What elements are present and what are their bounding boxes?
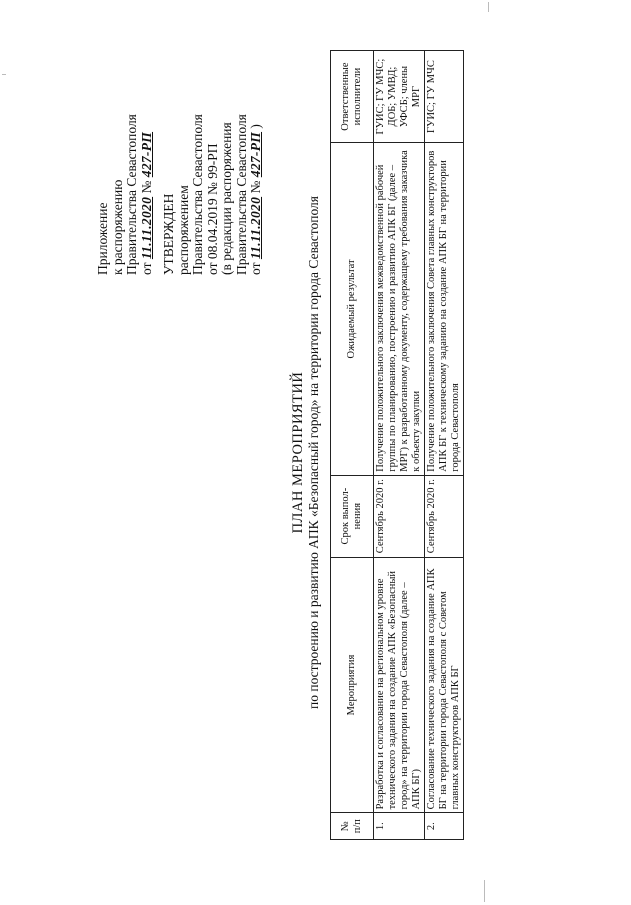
appendix-line: Правительства Севастополя — [124, 114, 139, 275]
row-event: Разработка и согласование на региональном уровне технического задания на создание АПК «Безопасный город» на территории города Севастополя (далее – АПК БГ) — [374, 557, 425, 813]
plan-title: ПЛАН МЕРОПРИЯТИЙ — [290, 371, 306, 534]
approved-number: 427-РП — [248, 131, 263, 178]
row-term: Сентябрь 2020 г. — [425, 475, 464, 557]
approved-date-suffix: ) — [248, 124, 263, 129]
plan-table — [330, 50, 464, 840]
plan-subtitle: по построению и развитию АПК «Безопасный город» на территории города Севастополя — [306, 196, 321, 709]
row-exec: ГУИС; ГУ МЧС; ДОБ; УМВД; УФСБ; члены МРГ — [374, 51, 425, 143]
header-exec: Ответственные исполнители — [331, 51, 374, 143]
approved-title: УТВЕРЖДЕН — [161, 193, 176, 275]
table-row — [425, 51, 464, 840]
header-result: Ожидаемый результат — [331, 143, 374, 476]
row-result: Получение положительного заключения Совета главных конструкторов АПК БГ к техническому заданию на создание АПК БГ на территории города Севастополя — [425, 143, 464, 476]
appendix-line: к распоряжению — [109, 179, 125, 275]
appendix-number: 427-РП — [138, 131, 154, 178]
header-num: № п/п — [331, 813, 374, 840]
header-term: Срок выпол-нения — [331, 475, 374, 557]
appendix-date-line — [140, 15, 155, 275]
approved-block — [162, 15, 264, 275]
approved-line: (в редакции распоряжения — [219, 122, 234, 275]
row-event: Согласование технического задания на создание АПК БГ на территории города Севастополя с Советом главных конструкторов АПК БГ — [425, 557, 464, 813]
approved-date-line — [249, 15, 264, 275]
approved-line: Правительства Севастополя — [233, 114, 249, 275]
row-num: 2. — [425, 813, 464, 840]
approved-line: Правительства Севастополя — [190, 114, 205, 275]
appendix-block — [96, 15, 264, 275]
approved-date: 11.11.2020 — [248, 196, 263, 260]
header-event: Мероприятия — [331, 557, 374, 813]
table-row — [374, 51, 425, 840]
table-header-row — [331, 51, 374, 840]
approved-no-sign: № — [248, 180, 263, 194]
approved-line: распоряжением — [175, 185, 191, 275]
approved-line: от 08.04.2019 № 99-РП — [204, 143, 220, 275]
approved-date-prefix: от — [248, 262, 263, 275]
appendix-line: Приложение — [95, 202, 110, 275]
row-exec: ГУИС; ГУ МЧС — [425, 51, 464, 143]
appendix-date-prefix: от — [138, 262, 154, 275]
appendix-no-sign: № — [138, 180, 154, 194]
row-result: Получение положительного заключения межведомственной рабочей группы по планированию, построению и развитию АПК БГ (далее – МРГ) к разработанному документу, содержащему требования заказчика к объекту закупки — [374, 143, 425, 476]
plan-title-block — [290, 0, 322, 905]
row-term: Сентябрь 2020 г. — [374, 475, 425, 557]
appendix-date: 11.11.2020 — [138, 196, 154, 260]
row-num: 1. — [374, 813, 425, 840]
